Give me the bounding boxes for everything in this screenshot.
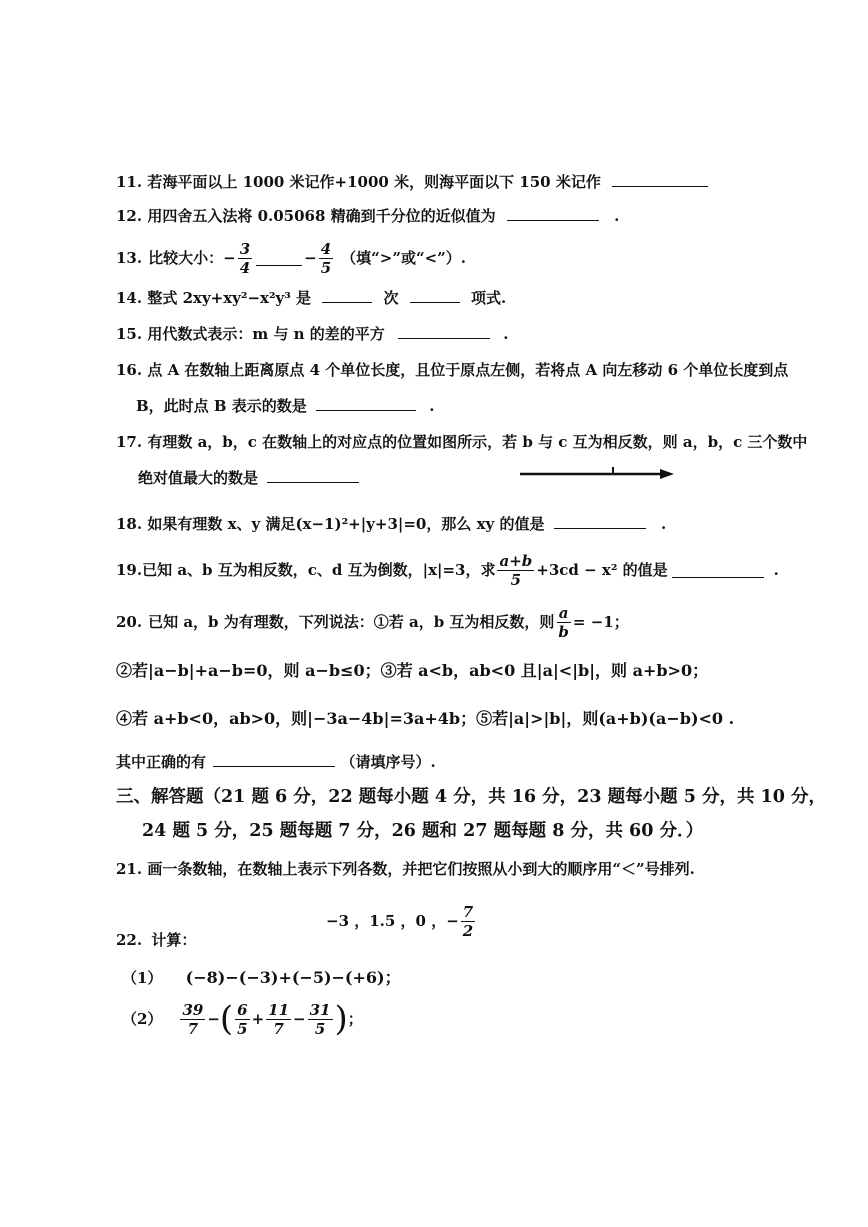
question-text: 计算： <box>151 931 197 949</box>
question-number: 15. <box>116 325 143 343</box>
denominator: 5 <box>314 1019 326 1038</box>
fraction-6-5 <box>235 1001 249 1038</box>
question-20-statements-4-5 <box>116 709 734 729</box>
question-16 <box>116 360 788 380</box>
arrow-head-icon <box>660 469 674 479</box>
answer-blank-degree[interactable] <box>322 288 372 303</box>
minus-sign: − <box>304 249 317 267</box>
numerator: a <box>558 603 569 622</box>
answer-blank[interactable] <box>507 206 599 221</box>
fraction-neg-three-fourths <box>238 240 252 277</box>
denominator: 2 <box>462 921 474 940</box>
numerator: 31 <box>309 1000 331 1019</box>
question-text-post: +3cd − x² 的值是 <box>536 561 668 579</box>
numerator: 11 <box>268 1000 290 1019</box>
part-label: （2） <box>122 1010 163 1028</box>
numerator: a+b <box>499 551 533 570</box>
minus-sign: − <box>223 249 236 267</box>
answer-blank[interactable] <box>672 563 764 578</box>
numerator: 39 <box>182 1000 204 1019</box>
question-text-post: = −1； <box>572 613 629 631</box>
section-3-heading <box>116 787 826 807</box>
question-number: 14. <box>116 289 143 307</box>
denominator: 4 <box>239 258 251 277</box>
denominator: 5 <box>237 1019 248 1038</box>
minus-sign: − <box>293 1010 306 1028</box>
fraction-a-over-b <box>556 604 571 641</box>
question-13 <box>116 236 466 280</box>
statement-text: ④若 a+b<0，ab>0，则|−3a−4b|=3a+4b；⑤若|a|>|b|，则(a+b)(a−b)<0 . <box>116 709 735 728</box>
question-end: . <box>660 515 667 533</box>
question-text: 有理数 a，b，c 在数轴上的对应点的位置如图所示，若 b 与 c 互为相反数，则 a，b，c 三个数中 <box>147 433 808 451</box>
part-expression: (−8)−(−3)+(−5)−(+6)； <box>185 968 401 987</box>
section-heading-line1: 三、解答题（21 题 6 分，22 题每小题 4 分，共 16 分，23 题每小题 5 分，共 10 分， <box>116 787 826 807</box>
question-21-numbers <box>326 898 477 944</box>
question-text: 点 A 在数轴上距离原点 4 个单位长度，且位于原点左侧，若将点 A 向左移动 6 个单位长度到点 <box>147 361 789 379</box>
denominator: 7 <box>273 1019 284 1038</box>
question-text: 其中正确的有 <box>116 753 207 771</box>
number-line-figure <box>518 464 674 484</box>
denominator: b <box>558 622 569 641</box>
question-22 <box>116 930 196 950</box>
denominator: 7 <box>187 1019 199 1038</box>
question-number: 22. <box>116 931 143 949</box>
question-14 <box>116 288 506 308</box>
question-number: 12. <box>116 207 143 225</box>
question-number: 13. <box>116 249 143 267</box>
left-paren-icon: ( <box>219 999 234 1039</box>
question-18 <box>116 514 666 534</box>
fraction-11-7 <box>266 1001 291 1038</box>
question-number: 19. <box>116 561 143 579</box>
part-end: ； <box>347 1010 363 1028</box>
denominator: 5 <box>320 258 332 277</box>
numerator: 6 <box>237 1000 248 1019</box>
question-20-answer <box>116 752 436 772</box>
question-11 <box>116 172 708 192</box>
question-20 <box>116 600 629 644</box>
question-text: 绝对值最大的数是 <box>138 469 259 487</box>
numerator: 7 <box>462 902 474 921</box>
question-number: 18. <box>116 515 143 533</box>
question-text: 用代数式表示：m 与 n 的差的平方 <box>147 325 385 343</box>
question-12 <box>116 206 619 226</box>
numerator: 3 <box>239 239 251 258</box>
question-text: B，此时点 B 表示的数是 <box>136 397 307 415</box>
question-end: （请填序号）. <box>340 753 436 771</box>
number-list: −3 ，1.5 ，0 ，− <box>326 912 459 930</box>
question-17 <box>116 432 807 452</box>
question-22-part-1 <box>122 968 401 988</box>
answer-blank[interactable] <box>213 752 335 767</box>
question-17-cont <box>138 468 359 488</box>
numerator: 4 <box>320 239 332 258</box>
answer-blank[interactable] <box>398 324 490 339</box>
fraction-seven-halves <box>461 903 475 940</box>
question-text: 若海平面以上 1000 米记作+1000 米，则海平面以下 150 米记作 <box>147 173 601 191</box>
question-end: . <box>503 325 509 343</box>
question-text: 已知 a，b 为有理数，下列说法：①若 a，b 互为相反数，则 <box>148 613 555 631</box>
statement-text: ②若|a−b|+a−b=0，则 a−b≤0；③若 a<b，ab<0 且|a|<|b|，则 a+b>0； <box>116 661 709 680</box>
plus-sign: + <box>251 1010 265 1028</box>
question-number: 17. <box>116 433 143 451</box>
fraction-neg-four-fifths <box>319 240 333 277</box>
answer-blank-terms[interactable] <box>410 288 460 303</box>
answer-blank[interactable] <box>316 396 416 411</box>
answer-blank[interactable] <box>256 251 302 266</box>
question-16-cont <box>136 396 435 416</box>
question-21 <box>116 859 695 879</box>
question-hint: （填“>”或“<”）. <box>341 249 467 267</box>
question-text: 画一条数轴，在数轴上表示下列各数，并把它们按照从小到大的顺序用“＜”号排列. <box>147 860 695 878</box>
question-end: . <box>773 561 779 579</box>
question-number: 16. <box>116 361 143 379</box>
question-text: 比较大小： <box>148 249 224 267</box>
question-text: 已知 a、b 互为相反数，c、d 互为倒数，|x|=3，求 <box>142 561 496 579</box>
question-number: 21. <box>116 860 143 878</box>
question-number: 20. <box>116 613 143 631</box>
question-19 <box>116 548 779 592</box>
fraction-31-5 <box>308 1001 333 1038</box>
part-label: （1） <box>122 969 163 987</box>
question-end: 项式. <box>471 289 507 307</box>
section-heading-line2: 24 题 5 分，25 题每题 7 分，26 题和 27 题每题 8 分，共 60 分．） <box>142 821 704 841</box>
answer-blank[interactable] <box>554 514 646 529</box>
minus-sign: − <box>207 1010 220 1028</box>
answer-blank[interactable] <box>612 172 708 187</box>
question-20-statements-2-3 <box>116 661 708 681</box>
answer-blank[interactable] <box>267 468 359 483</box>
question-15 <box>116 324 509 344</box>
question-22-part-2 <box>122 994 363 1044</box>
question-number: 11. <box>116 173 143 191</box>
question-text: 如果有理数 x、y 满足(x−1)²+|y+3|=0，那么 xy 的值是 <box>147 515 545 533</box>
question-text: 整式 2xy+xy²−x²y³ 是 <box>147 289 312 307</box>
denominator: 5 <box>510 570 522 589</box>
question-end: . <box>429 397 435 415</box>
fraction-39-7 <box>180 1001 205 1038</box>
question-text: 用四舍五入法将 0.05068 精确到千分位的近似值为 <box>147 207 496 225</box>
question-text-mid: 次 <box>383 289 399 307</box>
right-paren-icon: ) <box>334 999 348 1039</box>
section-3-heading-cont <box>142 821 703 841</box>
fraction-a-plus-b-over-5 <box>497 552 534 589</box>
question-end: . <box>614 207 620 225</box>
